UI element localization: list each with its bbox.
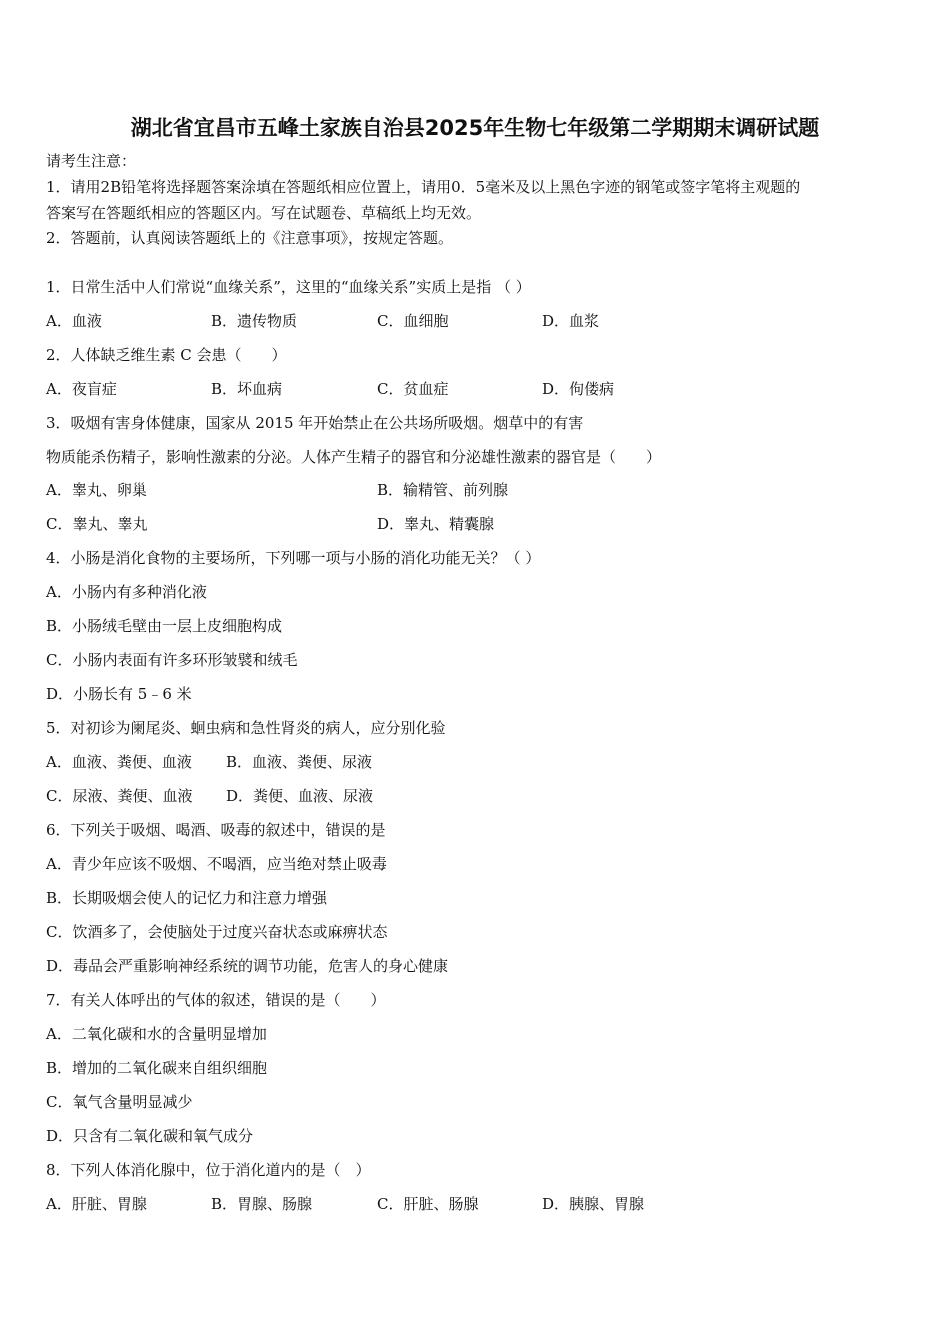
question-3-option-d: D．睾丸、精囊腺 <box>377 515 495 533</box>
question-8-option-b: B．胃腺、肠腺 <box>211 1195 313 1213</box>
question-6-option-b: B．长期吸烟会使人的记忆力和注意力增强 <box>46 889 328 907</box>
page-title: 湖北省宜昌市五峰土家族自治县2025年生物七年级第二学期期末调研试题 <box>130 116 820 140</box>
question-2-option-d: D．佝偻病 <box>542 380 615 398</box>
question-1-stem: 1．日常生活中人们常说“血缘关系”，这里的“血缘关系”实质上是指 （ ） <box>46 278 531 296</box>
question-3-option-a: A．睾丸、卵巢 <box>46 481 147 499</box>
question-1-option-c: C．血细胞 <box>377 312 449 330</box>
question-6-option-a: A．青少年应该不吸烟、不喝酒，应当绝对禁止吸毒 <box>46 855 387 873</box>
question-5-option-b: B．血液、粪便、尿液 <box>226 753 373 771</box>
question-1-option-a: A．血液 <box>46 312 102 330</box>
question-6-stem: 6．下列关于吸烟、喝酒、吸毒的叙述中，错误的是 <box>46 821 386 839</box>
question-1-option-d: D．血浆 <box>542 312 600 330</box>
question-2-stem: 2．人体缺乏维生素 C 会患（ ） <box>46 346 287 364</box>
question-7-option-a: A．二氧化碳和水的含量明显增加 <box>46 1025 267 1043</box>
notice-item-1b: 答案写在答题纸相应的答题区内。写在试题卷、草稿纸上均无效。 <box>46 204 482 222</box>
notice-heading: 请考生注意： <box>46 152 137 170</box>
question-1-option-b: B．遗传物质 <box>211 312 298 330</box>
question-5-option-c: C．尿液、粪便、血液 <box>46 787 193 805</box>
question-7-stem: 7．有关人体呼出的气体的叙述，错误的是（ ） <box>46 991 386 1009</box>
question-7-option-b: B．增加的二氧化碳来自组织细胞 <box>46 1059 268 1077</box>
question-5-option-d: D．粪便、血液、尿液 <box>226 787 374 805</box>
question-4-option-d: D．小肠长有 5﹣6 米 <box>46 685 192 703</box>
question-7-option-c: C．氧气含量明显减少 <box>46 1093 193 1111</box>
question-2-option-b: B．坏血病 <box>211 380 283 398</box>
question-4-stem: 4．小肠是消化食物的主要场所，下列哪一项与小肠的消化功能无关？（ ） <box>46 549 541 567</box>
question-8-option-c: C．肝脏、肠腺 <box>377 1195 479 1213</box>
question-3-option-c: C．睾丸、睾丸 <box>46 515 148 533</box>
question-6-option-d: D．毒品会严重影响神经系统的调节功能，危害人的身心健康 <box>46 957 449 975</box>
question-5-stem: 5．对初诊为阑尾炎、蛔虫病和急性肾炎的病人，应分别化验 <box>46 719 446 737</box>
question-7-option-d: D．只含有二氧化碳和氧气成分 <box>46 1127 254 1145</box>
question-3-option-b: B．输精管、前列腺 <box>377 481 509 499</box>
question-8-stem: 8．下列人体消化腺中，位于消化道内的是（ ） <box>46 1161 371 1179</box>
question-2-option-c: C．贫血症 <box>377 380 449 398</box>
question-4-option-c: C．小肠内表面有许多环形皱襞和绒毛 <box>46 651 298 669</box>
question-8-option-a: A．肝脏、胃腺 <box>46 1195 147 1213</box>
question-8-option-d: D．胰腺、胃腺 <box>542 1195 645 1213</box>
question-4-option-b: B．小肠绒毛壁由一层上皮细胞构成 <box>46 617 283 635</box>
question-4-option-a: A．小肠内有多种消化液 <box>46 583 207 601</box>
question-2-option-a: A．夜盲症 <box>46 380 117 398</box>
question-5-option-a: A．血液、粪便、血液 <box>46 753 192 771</box>
notice-item-1a: 1．请用2B铅笔将选择题答案涂填在答题纸相应位置上，请用0．5毫米及以上黑色字迹的钢笔或签字笔将主观题的 <box>46 178 801 196</box>
question-3-stem-cont: 物质能杀伤精子，影响性激素的分泌。人体产生精子的器官和分泌雄性激素的器官是（ ） <box>46 448 662 466</box>
notice-item-2: 2．答题前，认真阅读答题纸上的《注意事项》，按规定答题。 <box>46 229 454 247</box>
question-3-stem: 3．吸烟有害身体健康，国家从 2015 年开始禁止在公共场所吸烟。烟草中的有害 <box>46 414 584 432</box>
question-6-option-c: C．饮酒多了，会使脑处于过度兴奋状态或麻痹状态 <box>46 923 388 941</box>
